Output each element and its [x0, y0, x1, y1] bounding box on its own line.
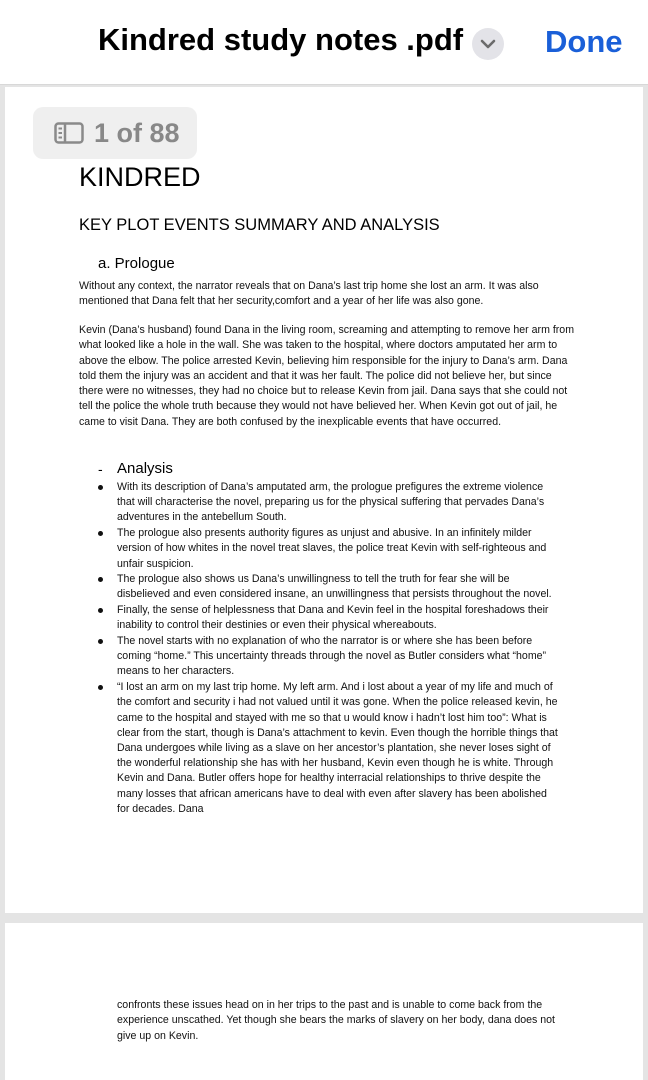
list-item-text: The novel starts with no explanation of who the narrator is or where she has been before coming “home.” This uncertainty threads through the novel as Butler considers what “home” means to her characters.	[117, 635, 547, 678]
list-item	[98, 480, 558, 526]
sidebar-icon	[54, 122, 84, 144]
list-item	[98, 572, 558, 602]
document-title: Kindred study notes .pdf	[98, 22, 464, 57]
list-item	[98, 603, 558, 633]
list-item-text: The prologue also presents authority figures as unjust and abusive. In an infinitely milder version of how whites in the novel treat slaves, the police treat Kevin with self-righteous and unfair suspicion.	[117, 527, 547, 570]
list-item	[98, 680, 558, 817]
page-counter[interactable]	[33, 107, 197, 159]
list-item-text: With its description of Dana’s amputated arm, the prologue prefigures the extreme violence that will characterise the novel, preparing us for the physical suffering that pervades Dana’s adventures in the antebellum South.	[117, 481, 545, 524]
bullet-icon	[98, 608, 103, 613]
doc-subheading: KEY PLOT EVENTS SUMMARY AND ANALYSIS	[79, 216, 440, 234]
list-item-text: The prologue also shows us Dana’s unwillingness to tell the truth for fear she will be disbelieved and even considered insane, an unwillingness that persists throughout the novel.	[117, 573, 552, 601]
analysis-heading: Analysis	[117, 460, 173, 477]
chevron-down-icon	[480, 37, 496, 51]
bullet-icon	[98, 531, 103, 536]
done-button[interactable]: Done	[545, 24, 623, 59]
paragraph: Without any context, the narrator reveals that on Dana’s last trip home she lost an arm. It was also mentioned that Dana felt that her security,comfort and a year of her life was also gone.	[79, 280, 539, 308]
bullet-icon	[98, 485, 103, 490]
list-item-text: Finally, the sense of helplessness that Dana and Kevin feel in the hospital foreshadows their inability to control their destinies or even their physical whereabouts.	[117, 604, 549, 632]
list-item	[98, 526, 558, 572]
navigation-bar	[0, 0, 648, 85]
doc-heading: KINDRED	[79, 162, 201, 192]
section-prologue-heading: a. Prologue	[98, 255, 175, 272]
list-item	[98, 634, 558, 680]
paragraph: Kevin (Dana’s husband) found Dana in the living room, screaming and attempting to remove her arm from what looked like a hole in the wall. She was taken to the hospital, where doctors amputated her arm to above the elbow. The police arrested Kevin, believing him responsible for the injury to Dana’s arm. Dana told them the injury was an accident and that it was her fault. The police did not believe her, but since there were no witnesses, they had no choice but to release Kevin from jail. Dana says that she could not tell the police the whole truth because they would not have believed her. When Kevin got out of jail, he came to visit Dana. They are both confused by the inexplicable events that have occurred.	[79, 324, 575, 428]
list-item-text: “I lost an arm on my last trip home. My left arm. And i lost about a year of my life and much of the comfort and security i had not valued until it was gone. When the police released kevin, he came to the hospital and stayed with me so that u would know i hadn’t lost him too”: What is clear from the start, though is Dana’s attachment to kevin. Even though the horrible things that Dana undergoes while living as a slave on her ancestor’s plantation, she never loses sight of the wonderful relationship she has with her husband, Kevin even though he is white. Through Kevin and Dana. Butler offers hope for healthy interracial relationships to thrive despite the many losses that african americans have to deal with even after slavery has been abolished for decades. Dana	[117, 681, 558, 815]
bullet-icon	[98, 577, 103, 582]
page-counter-text: 1 of 88	[94, 118, 180, 148]
bullet-icon	[98, 685, 103, 690]
analysis-bullet-list	[98, 480, 558, 817]
list-dash: -	[98, 461, 103, 477]
title-menu-button[interactable]	[472, 28, 504, 60]
page-2-paragraph: confronts these issues head on in her trips to the past and is unable to come back from the experience unscathed. Yet though she bears the marks of slavery on her body, dana does not give up on Kevin.	[117, 999, 555, 1042]
bullet-icon	[98, 639, 103, 644]
